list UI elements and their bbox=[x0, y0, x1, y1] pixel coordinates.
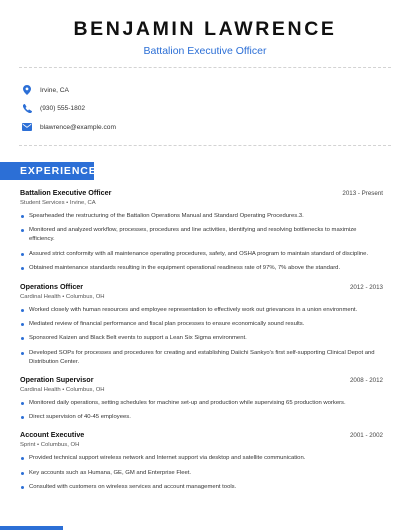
bullet-item: Consulted with customers on wireless services and account management tools. bbox=[20, 483, 383, 492]
email-text: blawrence@example.com bbox=[40, 123, 116, 131]
job-title: Operation Supervisor bbox=[20, 375, 94, 385]
bullet-item: Assured strict conformity with all maintenance operating procedures, safety, and OSHA program to maintain standard of discipline. bbox=[20, 250, 383, 259]
bullet-item: Sponsored Kaizen and Black Belt events to support a Lean Six Sigma environment. bbox=[20, 334, 383, 343]
bullet-item: Developed SOPs for processes and procedures for creating and establishing Daiichi Sankyo's first self-supporting Clinical Depot and Distribution Center. bbox=[20, 349, 383, 367]
candidate-title: Battalion Executive Officer bbox=[143, 45, 267, 57]
bullet-item: Monitored and analyzed workflow, processes, procedures and line activities, identifying and resolving bottlenecks to maximize efficiency. bbox=[20, 226, 383, 244]
divider bbox=[19, 145, 391, 146]
job-entry bbox=[20, 282, 383, 367]
job-entry bbox=[20, 188, 383, 273]
job-company: Student Services • Irvine, CA bbox=[20, 200, 96, 206]
job-company: Sprint • Columbus, OH bbox=[20, 442, 80, 449]
job-dates: 2001 - 2002 bbox=[349, 432, 383, 440]
job-bullets bbox=[20, 399, 383, 422]
envelope-icon bbox=[20, 120, 34, 134]
bullet-item: Key accounts such as Humana, GE, GM and Enterprise Fleet. bbox=[20, 469, 383, 478]
job-company: Cardinal Health • Columbus, OH bbox=[20, 294, 105, 301]
experience-section-header bbox=[0, 162, 97, 180]
job-dates: 2012 - 2013 bbox=[349, 284, 383, 292]
job-title: Account Executive bbox=[20, 430, 85, 440]
job-bullets bbox=[20, 306, 383, 367]
divider bbox=[19, 67, 391, 68]
location-text: Irvine, CA bbox=[40, 86, 69, 94]
candidate-name: BENJAMIN LAWRENCE bbox=[73, 18, 337, 40]
contact-location bbox=[20, 81, 116, 99]
section-title: EXPERIENCE bbox=[20, 165, 97, 177]
contact-phone bbox=[20, 100, 116, 118]
job-title: Operations Officer bbox=[20, 282, 84, 292]
bullet-item: Spearheaded the restructuring of the Battalion Operations Manual and Standard Operating Procedures.3. bbox=[20, 212, 383, 221]
job-title: Battalion Executive Officer bbox=[20, 188, 112, 197]
job-bullets bbox=[20, 454, 383, 492]
job-dates: 2008 - 2012 bbox=[349, 377, 383, 385]
job-entry bbox=[20, 375, 383, 422]
contact-list bbox=[20, 81, 116, 136]
contact-email bbox=[20, 118, 116, 136]
bullet-item: Obtained maintenance standards resulting in the equipment operational readiness rate of 97%, 7% above the standard. bbox=[20, 264, 383, 273]
job-entry bbox=[20, 430, 383, 492]
experience-list bbox=[20, 188, 383, 492]
section-accent-bar bbox=[0, 526, 63, 530]
location-pin-icon bbox=[20, 83, 34, 97]
phone-text: (930) 555-1802 bbox=[40, 105, 86, 112]
bullet-item: Direct supervision of 40-45 employees. bbox=[20, 413, 383, 422]
bullet-item: Provided technical support wireless network and Internet support via desktop and satellite communication. bbox=[20, 454, 383, 463]
resume-header bbox=[0, 0, 410, 58]
job-dates: 2013 - Present bbox=[342, 190, 383, 197]
job-company: Cardinal Health • Columbus, OH bbox=[20, 387, 105, 394]
phone-icon bbox=[20, 102, 34, 116]
bullet-item: Monitored daily operations, setting schedules for machine set-up and production while supervising 65 production workers. bbox=[20, 399, 383, 408]
job-bullets bbox=[20, 212, 383, 273]
bullet-item: Worked closely with human resources and employee representation to effectively work out grievances in a union environment. bbox=[20, 306, 383, 315]
bullet-item: Mediated review of financial performance and fiscal plan processes to ensure economically sound results. bbox=[20, 320, 383, 329]
